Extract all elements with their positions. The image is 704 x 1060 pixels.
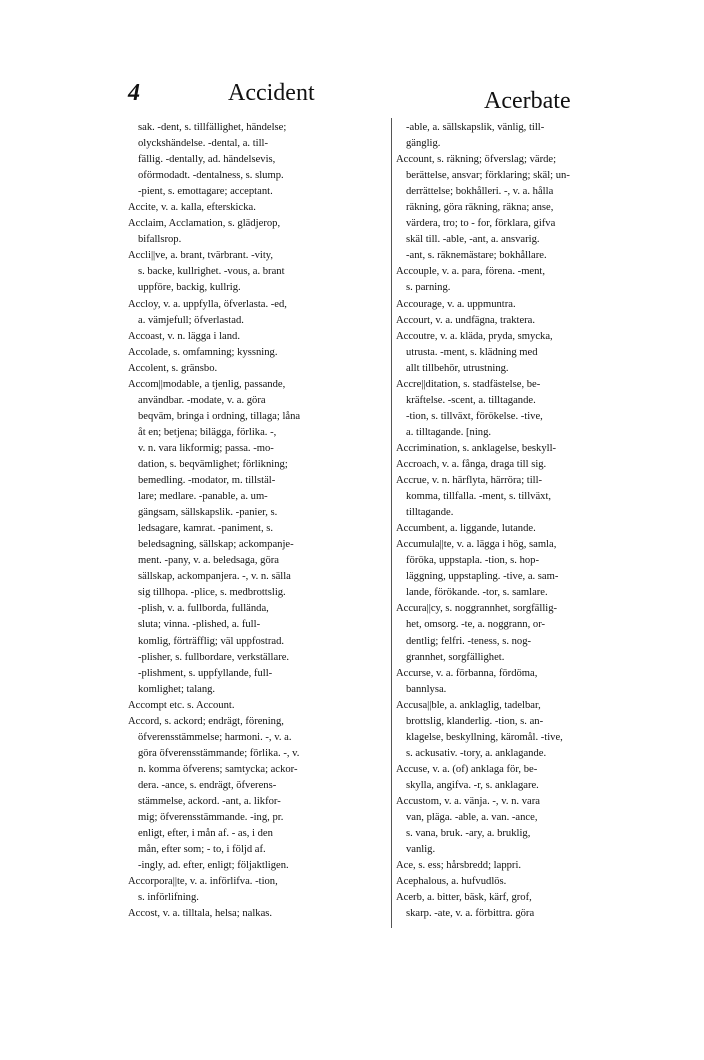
entry-headword-line: Accura||cy, s. noggrannhet, sorgfällig- — [396, 603, 558, 615]
entry-line: derrättelse; bokhålleri. -, v. a. hålla — [406, 186, 554, 198]
entry-line: klagelse, beskyllning, käromål. -tive, — [406, 731, 563, 743]
entry-line: skarp. -ate, v. a. förbittra. göra — [406, 908, 535, 920]
entry-headword-line: Accolade, s. omfamning; kyssning. — [128, 346, 278, 358]
entry-headword-line: Accuse, v. a. (of) anklaga för, be- — [396, 763, 538, 775]
entry-line: s. vana, bruk. -ary, a. bruklig, — [406, 828, 531, 840]
entry-headword-line: Accroach, v. a. fånga, draga till sig. — [396, 458, 547, 470]
entry-line: a. vämjefull; öfverlastad. — [138, 314, 244, 326]
entry-line: enligt, efter, i mån af. - as, i den — [138, 828, 273, 840]
entry-headword-line: Accumula||te, v. a. lägga i hög, samla, — [396, 539, 557, 551]
entry-line: dation, s. beqvämlighet; förlikning; — [138, 458, 288, 470]
entry-line: göra öfverensstämmande; förlika. -, v. — [138, 747, 300, 759]
entry-line: het, omsorg. -te, a. noggrann, or- — [406, 619, 546, 631]
entry-line: bannlysa. — [406, 683, 447, 695]
entry-line: -tion, s. tillväxt, förökelse. -tive, — [406, 410, 543, 422]
entry-line: tilltagande. — [406, 507, 454, 519]
entry-line: brottslig, klanderlig. -tion, s. an- — [406, 715, 544, 727]
entry-line: ledsagare, kamrat. -paniment, s. — [138, 523, 274, 535]
entry-line: s. införlifning. — [138, 892, 199, 904]
entry-headword-line: Accourage, v. a. uppmuntra. — [396, 298, 516, 310]
entry-line: fällig. -dentally, ad. händelsevis, — [138, 154, 276, 166]
entry-line: -plish, v. a. fullborda, fullända, — [138, 603, 269, 615]
entry-line: sällskap, ackompanjera. -, v. n. sälla — [138, 571, 291, 583]
entry-line: van, pläga. -able, a. van. -ance, — [406, 812, 538, 824]
entry-line: a. tilltagande. [ning. — [406, 426, 492, 438]
entry-line: -plishment, s. uppfyllande, full- — [138, 667, 273, 679]
entry-line: oförmodadt. -dentalness, s. slump. — [138, 170, 284, 182]
entry-headword-line: Accourt, v. a. undfägna, traktera. — [396, 314, 536, 326]
entry-line: sluta; vinna. -plished, a. full- — [138, 619, 261, 631]
entry-line: komlig, förträfflig; väl uppfostrad. — [138, 635, 285, 647]
entry-headword-line: Accli||ve, a. brant, tvärbrant. -vity, — [128, 250, 274, 262]
entry-headword-line: Accite, v. a. kalla, efterskicka. — [128, 202, 256, 214]
left-column — [128, 120, 390, 1060]
column-divider — [391, 118, 392, 928]
entry-line: skylla, angifva. -r, s. anklagare. — [406, 779, 539, 791]
entry-line: bifallsrop. — [138, 234, 182, 246]
entry-headword-line: Accoutre, v. a. kläda, pryda, smycka, — [396, 330, 553, 342]
entry-headword-line: Accumbent, a. liggande, lutande. — [396, 523, 536, 535]
entry-headword-line: Accolent, s. gränsbo. — [128, 362, 218, 374]
entry-line: s. parning. — [406, 282, 451, 294]
entry-line: stämmelse, ackord. -ant, a. likfor- — [138, 795, 281, 807]
entry-headword-line: Accompt etc. s. Account. — [128, 699, 235, 711]
entry-headword-line: Accrue, v. n. härflyta, härröra; till- — [396, 475, 543, 487]
entry-line: v. n. vara likformig; passa. -mo- — [138, 442, 274, 454]
guide-word-right: Acerbate — [484, 88, 571, 114]
entry-line: mån, efter som; - to, i följd af. — [138, 844, 266, 856]
entry-headword-line: Accustom, v. a. vänja. -, v. n. vara — [396, 795, 540, 807]
entry-line: räkning, göra räkning, räkna; anse, — [406, 202, 554, 214]
entry-line: öfverensstämmelse; harmoni. -, v. a. — [138, 731, 292, 743]
entry-line: användbar. -modate, v. a. göra — [138, 394, 266, 406]
entry-line: sak. -dent, s. tillfällighet, händelse; — [138, 122, 287, 133]
entry-line: ment. -pany, v. a. beledsaga, göra — [138, 555, 279, 567]
entry-headword-line: Accost, v. a. tilltala, helsa; nalkas. — [128, 908, 273, 920]
page-header — [0, 80, 704, 114]
entry-line: lande, förökande. -tor, s. samlare. — [406, 587, 548, 599]
entry-line: sig tillhopa. -plice, s. medbrottslig. — [138, 587, 286, 599]
entry-line: -ant, s. räknemästare; bokhållare. — [406, 250, 547, 262]
entry-headword-line: Accord, s. ackord; endrägt, förening, — [128, 715, 284, 727]
entry-headword-line: Accre||ditation, s. stadfästelse, be- — [396, 378, 541, 390]
page-number: 4 — [128, 80, 140, 106]
entry-line: kräftelse. -scent, a. tilltagande. — [406, 394, 536, 406]
entry-line: dentlig; felfri. -teness, s. nog- — [406, 635, 532, 647]
entry-line: gängsam, sällskapslik. -panier, s. — [138, 507, 278, 519]
entry-line: -ingly, ad. efter, enligt; följaktligen. — [138, 860, 289, 872]
entry-headword-line: Accusa||ble, a. anklaglig, tadelbar, — [396, 699, 541, 711]
entry-line: komma, tillfalla. -ment, s. tillväxt, — [406, 491, 552, 503]
entry-line: läggning, uppstapling. -tive, a. sam- — [406, 571, 559, 583]
entry-line: dera. -ance, s. endrägt, öfverens- — [138, 779, 277, 791]
entry-headword-line: Accoast, v. n. lägga i land. — [128, 330, 240, 342]
entry-line: komlighet; talang. — [138, 683, 216, 695]
entry-line: lare; medlare. -panable, a. um- — [138, 491, 268, 503]
entry-headword-line: Accrimination, s. anklagelse, beskyll- — [396, 442, 557, 454]
entry-line: s. backe, kullrighet. -vous, a. brant — [138, 266, 285, 278]
entry-line: beledsagning, sällskap; ackompanje- — [138, 539, 294, 551]
entry-line: skäl till. -able, -ant, a. ansvarig. — [406, 234, 540, 246]
entry-line: uppföre, backig, kullrig. — [138, 282, 241, 294]
entry-line: grannhet, sorgfällighet. — [406, 651, 505, 663]
entry-line: värdera, tro; to - for, förklara, gifva — [406, 218, 556, 230]
entry-headword-line: Accloy, v. a. uppfylla, öfverlasta. -ed, — [128, 298, 287, 310]
entry-line: s. ackusativ. -tory, a. anklagande. — [406, 747, 547, 759]
entry-headword-line: Accouple, v. a. para, förena. -ment, — [396, 266, 546, 278]
entry-line: föröka, uppstapla. -tion, s. hop- — [406, 555, 539, 567]
entry-line: olyckshändelse. -dental, a. till- — [138, 138, 269, 150]
entry-line: allt tillbehör, utrustning. — [406, 362, 509, 374]
entry-line: n. komma öfverens; samtycka; ackor- — [138, 763, 298, 775]
entry-line: vanlig. — [406, 844, 436, 856]
entry-headword-line: Acerb, a. bitter, bäsk, kärf, grof, — [396, 892, 532, 904]
entry-headword-line: Ace, s. ess; hårsbredd; lappri. — [396, 860, 522, 872]
entry-line: mig; öfverensstämmande. -ing, pr. — [138, 812, 284, 824]
entry-line: -plisher, s. fullbordare, verkställare. — [138, 651, 290, 663]
guide-word-left: Accident — [228, 80, 315, 106]
entry-line: beqväm, bringa i ordning, tillaga; låna — [138, 410, 301, 422]
entry-headword-line: Account, s. räkning; öfverslag; värde; — [396, 154, 557, 166]
entry-line: utrusta. -ment, s. klädning med — [406, 346, 538, 358]
entry-headword-line: Accurse, v. a. förbanna, fördöma, — [396, 667, 538, 679]
entry-line: -pient, s. emottagare; acceptant. — [138, 186, 273, 198]
entry-line: gänglig. — [406, 138, 441, 150]
entry-line: -able, a. sällskapslik, vänlig, till- — [406, 122, 545, 133]
entry-headword-line: Acephalous, a. hufvudlös. — [396, 876, 507, 888]
entry-headword-line: Accorpora||te, v. a. införlifva. -tion, — [128, 876, 278, 888]
right-column — [396, 120, 656, 1060]
entry-line: åt en; betjena; bilägga, förlika. -, — [138, 426, 277, 438]
entry-headword-line: Acclaim, Acclamation, s. glädjerop, — [128, 218, 281, 230]
entry-headword-line: Accom||modable, a tjenlig, passande, — [128, 378, 286, 390]
entry-line: berättelse, ansvar; förklaring; skäl; un- — [406, 170, 570, 182]
entry-line: bemedling. -modator, m. tillstäl- — [138, 475, 276, 487]
